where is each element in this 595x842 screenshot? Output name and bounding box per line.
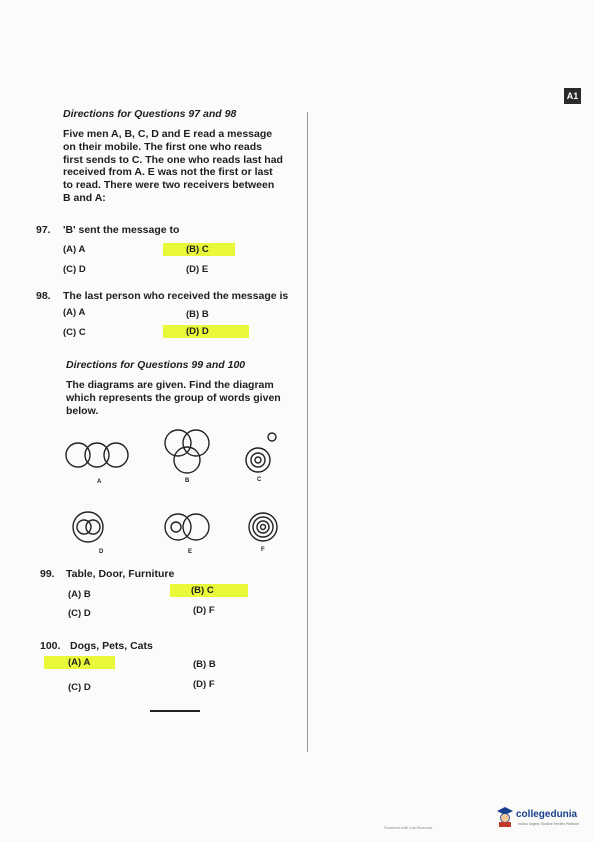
paragraph-line: to read. There were two receivers between	[63, 179, 275, 192]
scanner-watermark: Scanned with CamScanner	[384, 825, 433, 830]
question-number-97: 97.	[36, 224, 51, 236]
paragraph-line: B and A:	[63, 191, 106, 204]
q97-option-a: (A) A	[63, 244, 86, 255]
q100-option-a-highlighted	[44, 656, 115, 669]
q99-option-d: (D) F	[193, 605, 215, 616]
question-text-100: Dogs, Pets, Cats	[70, 640, 153, 652]
paragraph-line: which represents the group of words given	[66, 391, 281, 404]
q100-option-c: (C) D	[68, 682, 91, 693]
diagram-label-d: D	[99, 549, 104, 555]
q100-option-d: (D) F	[193, 679, 215, 690]
page-badge: A1	[564, 88, 581, 104]
diagram-e	[165, 514, 209, 540]
q99-option-c: (C) D	[68, 608, 91, 619]
end-underline	[150, 710, 200, 712]
q97-option-d: (D) E	[186, 264, 209, 275]
q99-option-b-label: (B) C	[191, 585, 214, 596]
diagram-c	[246, 433, 276, 472]
paragraph-line: first sends to C. The one who reads last had	[63, 153, 283, 166]
graduate-icon	[496, 805, 514, 827]
diagram-label-a: A	[97, 479, 102, 485]
q98-option-d-label: (D) D	[186, 326, 209, 337]
paragraph-line: below.	[66, 404, 99, 417]
logo-name: collegedunia	[516, 809, 578, 820]
question-text-97: 'B' sent the message to	[63, 224, 180, 236]
diagram-label-b: B	[185, 478, 190, 484]
q100-option-b: (B) B	[193, 659, 216, 670]
q99-option-a: (A) B	[68, 589, 91, 600]
question-number-98: 98.	[36, 290, 51, 302]
q98-option-c: (C) C	[63, 327, 86, 338]
q97-option-b-label: (B) C	[186, 244, 209, 255]
diagram-label-c: C	[257, 477, 262, 483]
diagram-a	[66, 443, 128, 467]
diagram-b	[165, 430, 209, 473]
directions-title-99-100: Directions for Questions 99 and 100	[66, 359, 246, 371]
diagram-label-f: F	[261, 547, 265, 553]
diagram-f	[249, 513, 277, 541]
question-number-100: 100.	[40, 640, 61, 652]
logo-tagline: India's largest Student Review Platform	[518, 822, 579, 826]
question-number-99: 99.	[40, 568, 55, 580]
q99-option-b-highlighted	[170, 584, 248, 597]
collegedunia-logo	[496, 803, 591, 833]
directions-title-97-98: Directions for Questions 97 and 98	[63, 108, 237, 120]
question-text-99: Table, Door, Furniture	[66, 568, 175, 580]
question-text-98: The last person who received the message is	[63, 290, 289, 302]
diagram-label-e: E	[188, 549, 193, 555]
paragraph-line: The diagrams are given. Find the diagram	[66, 379, 274, 391]
q97-option-c: (C) D	[63, 264, 86, 275]
q98-option-a: (A) A	[63, 307, 86, 318]
paragraph-line: on their mobile. The first one who reads	[63, 140, 262, 153]
diagram-d	[73, 512, 103, 542]
paragraph-line: Five men A, B, C, D and E read a message	[63, 128, 273, 140]
q98-option-b: (B) B	[186, 309, 209, 320]
paragraph-line: received from A. E was not the first or last	[63, 166, 273, 179]
q100-option-a-label: (A) A	[68, 657, 91, 668]
